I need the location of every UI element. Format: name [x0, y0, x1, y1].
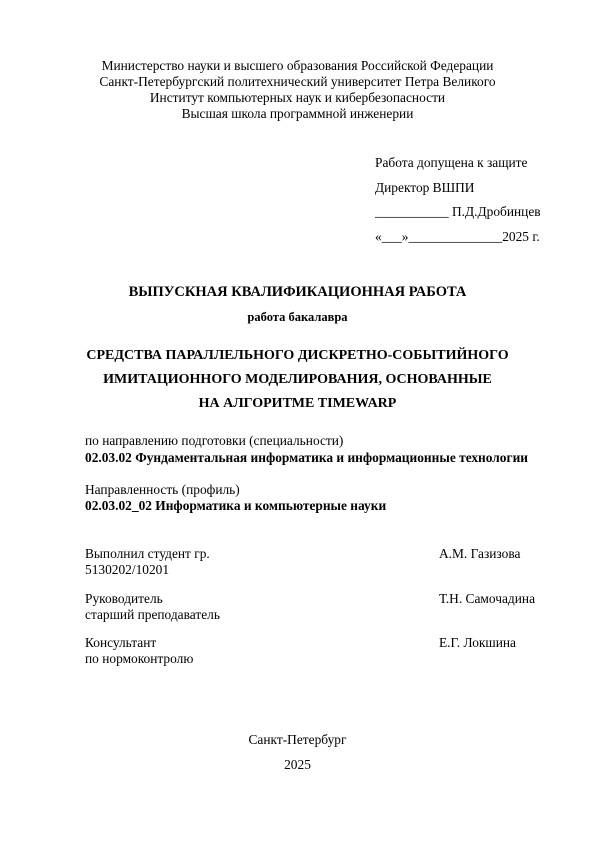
- profile-value: 02.03.02_02 Информатика и компьютерные науки: [85, 498, 387, 513]
- approval-line-2: Директор ВШПИ: [375, 180, 475, 195]
- footer-city: Санкт-Петербург: [248, 732, 347, 747]
- supervisor-label: Руководитель: [85, 591, 163, 606]
- document-title: ВЫПУСКНАЯ КВАЛИФИКАЦИОННАЯ РАБОТА: [128, 284, 467, 300]
- supervisor-position: старший преподаватель: [85, 607, 220, 622]
- supervisor-name: Т.Н. Самочадина: [439, 591, 536, 606]
- school-name: Высшая школа программной инженерии: [181, 106, 414, 121]
- institute-name: Институт компьютерных наук и кибербезопасности: [149, 90, 446, 105]
- footer-year: 2025: [284, 757, 311, 772]
- consultant-name: Е.Г. Локшина: [439, 635, 516, 650]
- topic-line-1: СРЕДСТВА ПАРАЛЛЕЛЬНОГО ДИСКРЕТНО-СОБЫТИЙНОГО: [86, 348, 509, 363]
- topic-line-2: ИМИТАЦИОННОГО МОДЕЛИРОВАНИЯ, ОСНОВАННЫЕ: [103, 372, 492, 387]
- direction-value: 02.03.02 Фундаментальная информатика и информационные технологии: [85, 450, 529, 465]
- approval-line-1: Работа допущена к защите: [375, 155, 528, 170]
- university-name: Санкт-Петербургский политехнический университет Петра Великого: [99, 74, 496, 89]
- document-type: работа бакалавра: [247, 310, 348, 324]
- topic-line-3: НА АЛГОРИТМЕ TIMEWARP: [198, 396, 397, 411]
- student-group: 5130202/10201: [85, 562, 170, 577]
- approval-date: «___»______________2025 г.: [375, 229, 540, 244]
- student-name: А.М. Газизова: [439, 546, 521, 561]
- consultant-role: по нормоконтролю: [85, 651, 194, 666]
- approval-signature: ___________ П.Д.Дробинцев: [375, 204, 541, 219]
- ministry-name: Министерство науки и высшего образования Российской Федерации: [101, 58, 494, 73]
- profile-label: Направленность (профиль): [85, 482, 240, 497]
- direction-label: по направлению подготовки (специальности): [85, 433, 344, 448]
- consultant-label: Консультант: [85, 635, 157, 650]
- student-label: Выполнил студент гр.: [85, 546, 210, 561]
